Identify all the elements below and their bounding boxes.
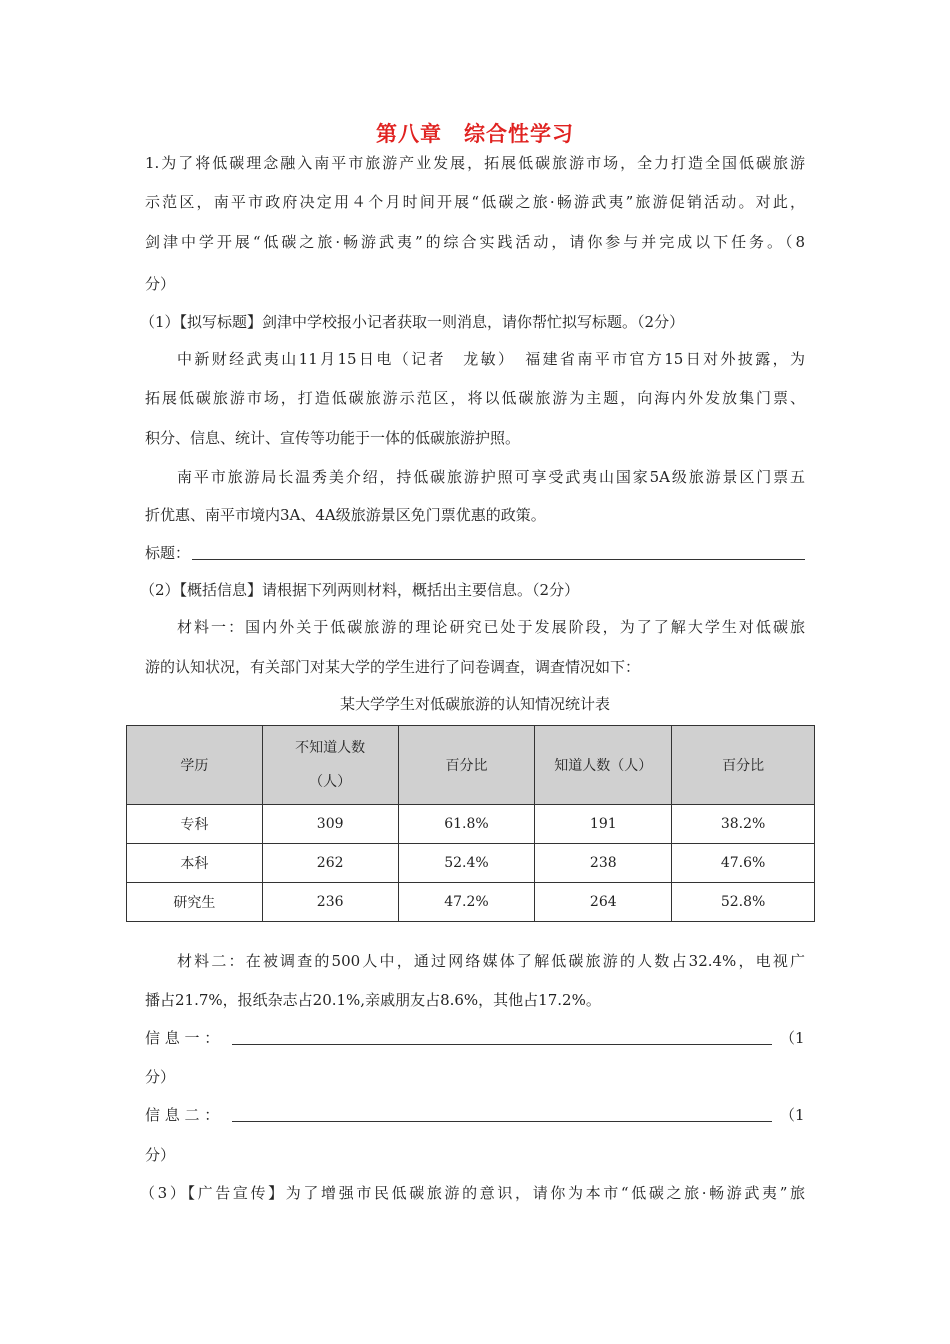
- table-row: [127, 844, 815, 883]
- chapter-title: 第八章 综合性学习: [376, 121, 574, 146]
- info1-score-close: 分）: [145, 1068, 176, 1086]
- header-known-count: 知道人数（人）: [535, 726, 672, 805]
- header-unknown-count: [262, 726, 398, 805]
- table-row: [127, 883, 815, 922]
- title-answer-label: 标题：: [145, 544, 191, 562]
- table-cell: 236: [262, 883, 398, 922]
- info1-score-open: （1: [780, 1029, 805, 1047]
- q1-intro-line-1: 1.为了将低碳理念融入南平市旅游产业发展，拓展低碳旅游市场，全力打造全国低碳旅游: [145, 154, 805, 172]
- table-cell: 专科: [127, 805, 263, 844]
- table-title: 某大学学生对低碳旅游的认知情况统计表: [339, 695, 610, 713]
- title-answer-line[interactable]: [192, 559, 805, 560]
- material1-line-2: 游的认知状况，有关部门对某大学的学生进行了问卷调查，调查情况如下：: [145, 658, 641, 676]
- header-unknown-count-line-1: 不知道人数: [295, 740, 366, 756]
- table-header-row: [127, 726, 815, 805]
- news-line-1: 中新财经武夷山11月15日电（记者 龙敏） 福建省南平市官方15日对外披露，为: [177, 350, 805, 368]
- news-line-4: 南平市旅游局长温秀美介绍，持低碳旅游护照可享受武夷山国家5A级旅游景区门票五: [177, 468, 805, 486]
- table-cell: 47.6%: [672, 844, 815, 883]
- info2-answer-line[interactable]: [232, 1121, 772, 1122]
- table-cell: 262: [262, 844, 398, 883]
- p3-question: （3）【广告宣传】为了增强市民低碳旅游的意识，请你为本市“低碳之旅·畅游武夷”旅: [140, 1184, 805, 1202]
- header-percent-2: 百分比: [672, 726, 815, 805]
- table-row: [127, 805, 815, 844]
- table-cell: 238: [535, 844, 672, 883]
- table-cell: 61.8%: [398, 805, 535, 844]
- table-cell: 52.4%: [398, 844, 535, 883]
- info1-label: 信 息 一 ：: [145, 1029, 220, 1047]
- p2-question: （2）【概括信息】请根据下列两则材料，概括出主要信息。（2分）: [140, 581, 580, 599]
- table-cell: 264: [535, 883, 672, 922]
- table-cell: 191: [535, 805, 672, 844]
- header-unknown-count-line-2: （人）: [309, 774, 352, 790]
- news-line-2: 拓展低碳旅游市场，打造低碳旅游示范区，将以低碳旅游为主题，向海内外发放集门票、: [145, 389, 805, 407]
- table-cell: 47.2%: [398, 883, 535, 922]
- q1-intro-line-2: 示范区，南平市政府决定用４个月时间开展“低碳之旅·畅游武夷”旅游促销活动。对此，: [145, 193, 805, 211]
- news-line-5: 折优惠、南平市境内3A、4A级旅游景区免门票优惠的政策。: [145, 506, 546, 524]
- material2-line-1: 材料二：在被调查的500人中，通过网络媒体了解低碳旅游的人数占32.4%，电视广: [177, 952, 805, 970]
- q1-intro-line-3: 剑津中学开展“低碳之旅·畅游武夷”的综合实践活动，请你参与并完成以下任务。（8: [145, 233, 805, 251]
- table-cell: 309: [262, 805, 398, 844]
- header-percent-1: 百分比: [398, 726, 535, 805]
- table-cell: 研究生: [127, 883, 263, 922]
- info1-answer-line[interactable]: [232, 1044, 772, 1045]
- info2-score-open: （1: [780, 1106, 805, 1124]
- material2-line-2: 播占21.7%，报纸杂志占20.1%,亲戚朋友占8.6%，其他占17.2%。: [145, 991, 601, 1009]
- info2-score-close: 分）: [145, 1146, 176, 1164]
- q1-intro-line-4: 分）: [145, 275, 176, 293]
- p1-question: （1）【拟写标题】剑津中学校报小记者获取一则消息，请你帮忙拟写标题。（2分）: [140, 313, 685, 331]
- news-line-3: 积分、信息、统计、宣传等功能于一体的低碳旅游护照。: [145, 429, 521, 447]
- survey-table: [126, 725, 815, 922]
- info2-label: 信 息 二 ：: [145, 1106, 220, 1124]
- table-cell: 本科: [127, 844, 263, 883]
- header-education: 学历: [127, 726, 263, 805]
- material1-line-1: 材料一：国内外关于低碳旅游的理论研究已处于发展阶段，为了了解大学生对低碳旅: [177, 618, 805, 636]
- table-cell: 38.2%: [672, 805, 815, 844]
- table-cell: 52.8%: [672, 883, 815, 922]
